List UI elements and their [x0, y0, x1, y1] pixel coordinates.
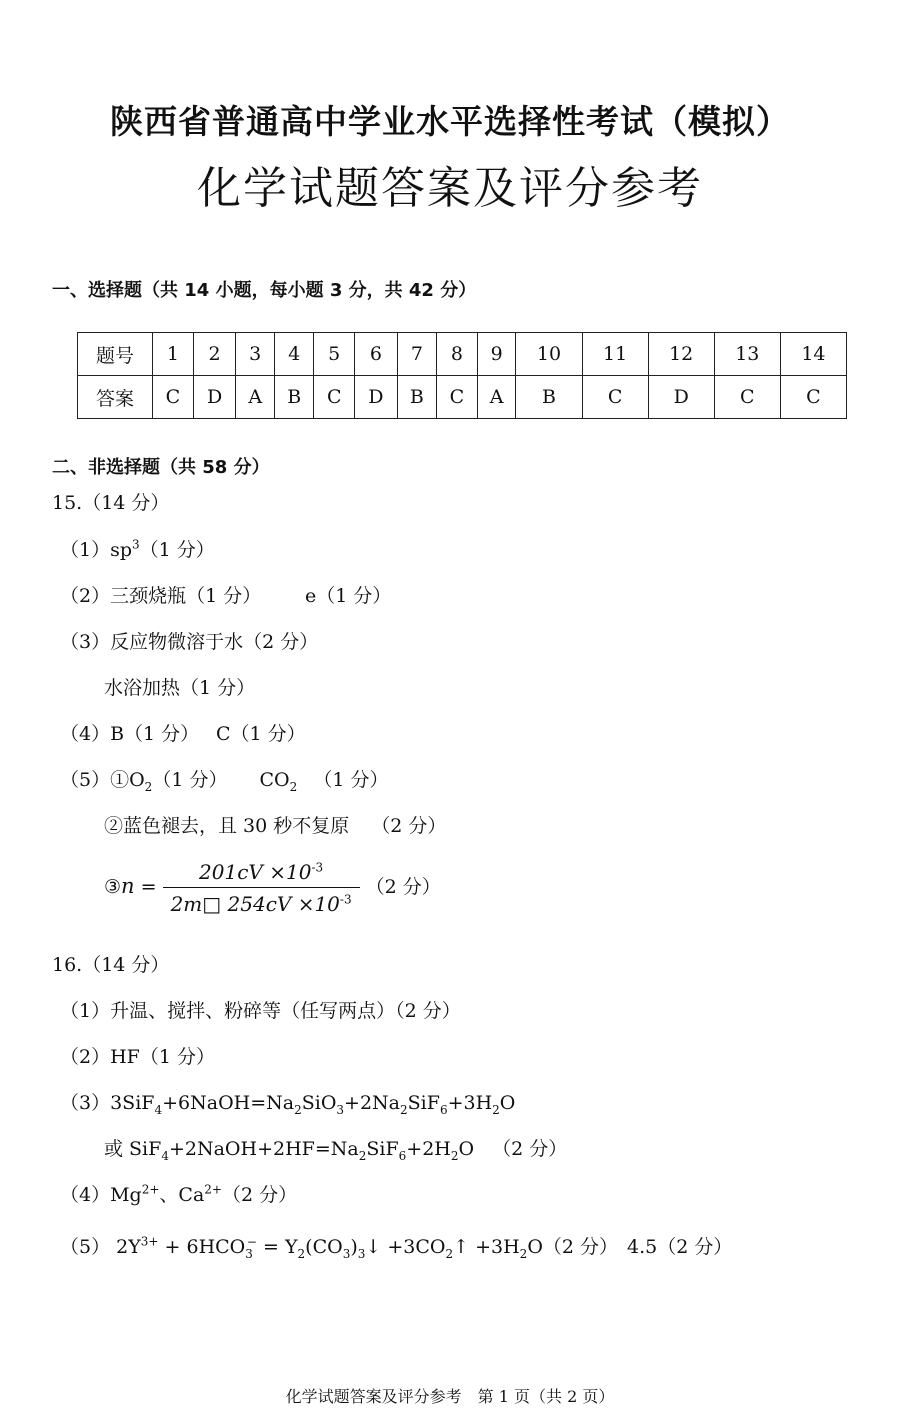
question-number: 10: [516, 333, 582, 376]
q15-p5-3-score: （2 分）: [365, 876, 441, 898]
eq-part: +2Na: [344, 1092, 401, 1114]
question-number: 9: [477, 333, 516, 376]
numerator-text: 201cV ×10: [199, 860, 312, 884]
section-nonchoice-heading: 二、非选择题（共 58 分）: [52, 457, 270, 478]
eq-part: SiF: [407, 1092, 440, 1114]
eq-part: 2Y: [116, 1236, 141, 1258]
q15-part5: [60, 765, 388, 794]
row-header-number: 题号: [78, 333, 153, 376]
eq-part: + 6HCO: [158, 1236, 246, 1258]
q15-p1-prefix: （1）sp: [60, 539, 133, 561]
eq-sup: 2+: [204, 1182, 222, 1197]
q15-p5-2-score: （2 分）: [371, 815, 447, 837]
q16-part3b: [104, 1134, 567, 1163]
q16-p3b-score: （2 分）: [492, 1138, 568, 1160]
denominator-exponent: -3: [339, 892, 352, 907]
eq-sub: 3: [342, 1246, 351, 1261]
page-title: 陕西省普通高中学业水平选择性考试（模拟）: [110, 102, 790, 141]
eq-sub: 2: [400, 1102, 408, 1117]
q16-part1: （1）升温、搅拌、粉碎等（任写两点）（2 分）: [60, 1000, 461, 1022]
q15-part4: （4）B（1 分）: [60, 723, 200, 745]
row-header-answer: 答案: [78, 376, 153, 419]
q15-p5-2-text: ②蓝色褪去，且 30 秒不复原: [104, 815, 350, 837]
q15-formula-fraction: [163, 860, 360, 916]
q16-p4-score: （2 分）: [222, 1184, 298, 1206]
page-footer: 化学试题答案及评分参考 第 1 页（共 2 页）: [285, 1387, 615, 1406]
question-number: 5: [314, 333, 355, 376]
eq-sup: −: [246, 1234, 257, 1249]
question-number: 3: [236, 333, 275, 376]
eq-part: （4）Mg: [60, 1184, 142, 1206]
question-number: 14: [780, 333, 846, 376]
eq-sup: 3+: [140, 1234, 159, 1249]
eq-sub: 6: [439, 1102, 448, 1117]
numerator-exponent: -3: [311, 860, 324, 875]
answer-cell: D: [648, 376, 714, 419]
eq-sub: 6: [398, 1148, 407, 1163]
eq-part: +2H: [406, 1138, 451, 1160]
q15-part3: （3）反应物微溶于水（2 分）: [60, 631, 319, 653]
answer-cell: C: [153, 376, 194, 419]
q16-header: 16.（14 分）: [52, 954, 170, 976]
q15-part4b: C（1 分）: [216, 723, 306, 745]
answer-cell: B: [275, 376, 314, 419]
q15-p1-sup: 3: [132, 537, 140, 552]
q15-p5-end: （1 分）: [313, 769, 389, 791]
eq-sub: 2: [294, 1102, 302, 1117]
question-number: 4: [275, 333, 314, 376]
q16-part4: [60, 1180, 297, 1207]
eq-sub: 3: [336, 1102, 345, 1117]
eq-sub: 3: [357, 1246, 366, 1261]
q15-formula-numerator: [163, 860, 360, 888]
eq-part: ↑ +3H: [453, 1236, 520, 1258]
eq-sub: 2: [445, 1246, 454, 1261]
eq-part: 或 SiF: [104, 1138, 162, 1160]
eq-sub: 2: [450, 1148, 459, 1163]
question-number: 2: [193, 333, 236, 376]
eq-part: +2NaOH+2HF=Na: [168, 1138, 359, 1160]
eq-sub: 2: [297, 1246, 306, 1261]
question-number: 1: [153, 333, 194, 376]
q15-formula-n: n: [121, 874, 135, 898]
answer-cell: A: [236, 376, 275, 419]
eq-part: O: [458, 1138, 475, 1160]
question-number: 8: [437, 333, 478, 376]
q16-part2: （2）HF（1 分）: [60, 1046, 215, 1068]
denominator-text: 2m□ 254cV ×10: [170, 892, 340, 916]
eq-part: = Y: [256, 1236, 298, 1258]
q15-p5-3-prefix: ③: [104, 876, 122, 898]
answer-cell: B: [516, 376, 582, 419]
q15-p5-mid: （1 分）: [152, 769, 228, 791]
table-row-answers: [78, 376, 847, 419]
answer-cell: C: [780, 376, 846, 419]
question-number: 13: [714, 333, 780, 376]
q15-formula-eq: =: [134, 876, 163, 898]
answer-cell: C: [437, 376, 478, 419]
question-number: 6: [355, 333, 398, 376]
q15-p5-sub: 2: [144, 779, 153, 794]
eq-part: +3H: [447, 1092, 493, 1114]
q15-formula-denominator: [163, 888, 360, 916]
eq-sub: 4: [161, 1148, 169, 1163]
table-row-numbers: [78, 333, 847, 376]
answer-cell: C: [714, 376, 780, 419]
eq-part: O（2 分）: [527, 1236, 619, 1258]
answer-cell: D: [355, 376, 398, 419]
answer-cell: A: [477, 376, 516, 419]
answer-cell: C: [314, 376, 355, 419]
q15-p5-prefix: （5）①O: [60, 769, 145, 791]
page-subtitle: 化学试题答案及评分参考: [197, 163, 703, 214]
eq-sub: 2: [358, 1148, 367, 1163]
answer-cell: D: [193, 376, 236, 419]
answer-cell: B: [397, 376, 436, 419]
q15-header: 15.（14 分）: [52, 492, 170, 514]
eq-part: 3SiF: [110, 1092, 155, 1114]
q15-part2: （2）三颈烧瓶（1 分）: [60, 585, 262, 607]
q15-part2b: e（1 分）: [305, 585, 392, 607]
q16-part5-value: 4.5（2 分）: [627, 1236, 733, 1258]
q15-part1: [60, 535, 215, 562]
question-number: 11: [582, 333, 648, 376]
q16-part3: [60, 1088, 515, 1117]
q15-part3b: 水浴加热（1 分）: [104, 677, 256, 699]
q16-part5: [60, 1232, 618, 1261]
answer-table: [77, 332, 847, 419]
eq-sub: 3: [245, 1246, 253, 1261]
q15-p5-co-sub: 2: [289, 779, 298, 794]
q15-part5-3: [104, 860, 441, 916]
q15-p5-co: CO: [259, 769, 290, 791]
q16-p5-label: （5）: [60, 1236, 111, 1258]
eq-part: O: [499, 1092, 516, 1114]
eq-part: 、Ca: [159, 1184, 205, 1206]
eq-sub: 4: [154, 1102, 163, 1117]
eq-part: +6NaOH=Na: [162, 1092, 295, 1114]
question-number: 12: [648, 333, 714, 376]
eq-sub: 2: [519, 1246, 528, 1261]
q15-p1-score: （1 分）: [139, 539, 215, 561]
q15-part5-2: [104, 811, 446, 838]
question-number: 7: [397, 333, 436, 376]
eq-part: ): [350, 1236, 358, 1258]
eq-sup: 2+: [141, 1182, 160, 1197]
eq-part: SiO: [301, 1092, 337, 1114]
eq-sub: 2: [492, 1102, 500, 1117]
section-choice-heading: 一、选择题（共 14 小题，每小题 3 分，共 42 分）: [52, 280, 477, 301]
eq-part: ↓ +3CO: [365, 1236, 446, 1258]
q16-p3-label: （3）: [60, 1092, 111, 1114]
eq-part: (CO: [305, 1236, 343, 1258]
eq-part: SiF: [366, 1138, 399, 1160]
answer-cell: C: [582, 376, 648, 419]
